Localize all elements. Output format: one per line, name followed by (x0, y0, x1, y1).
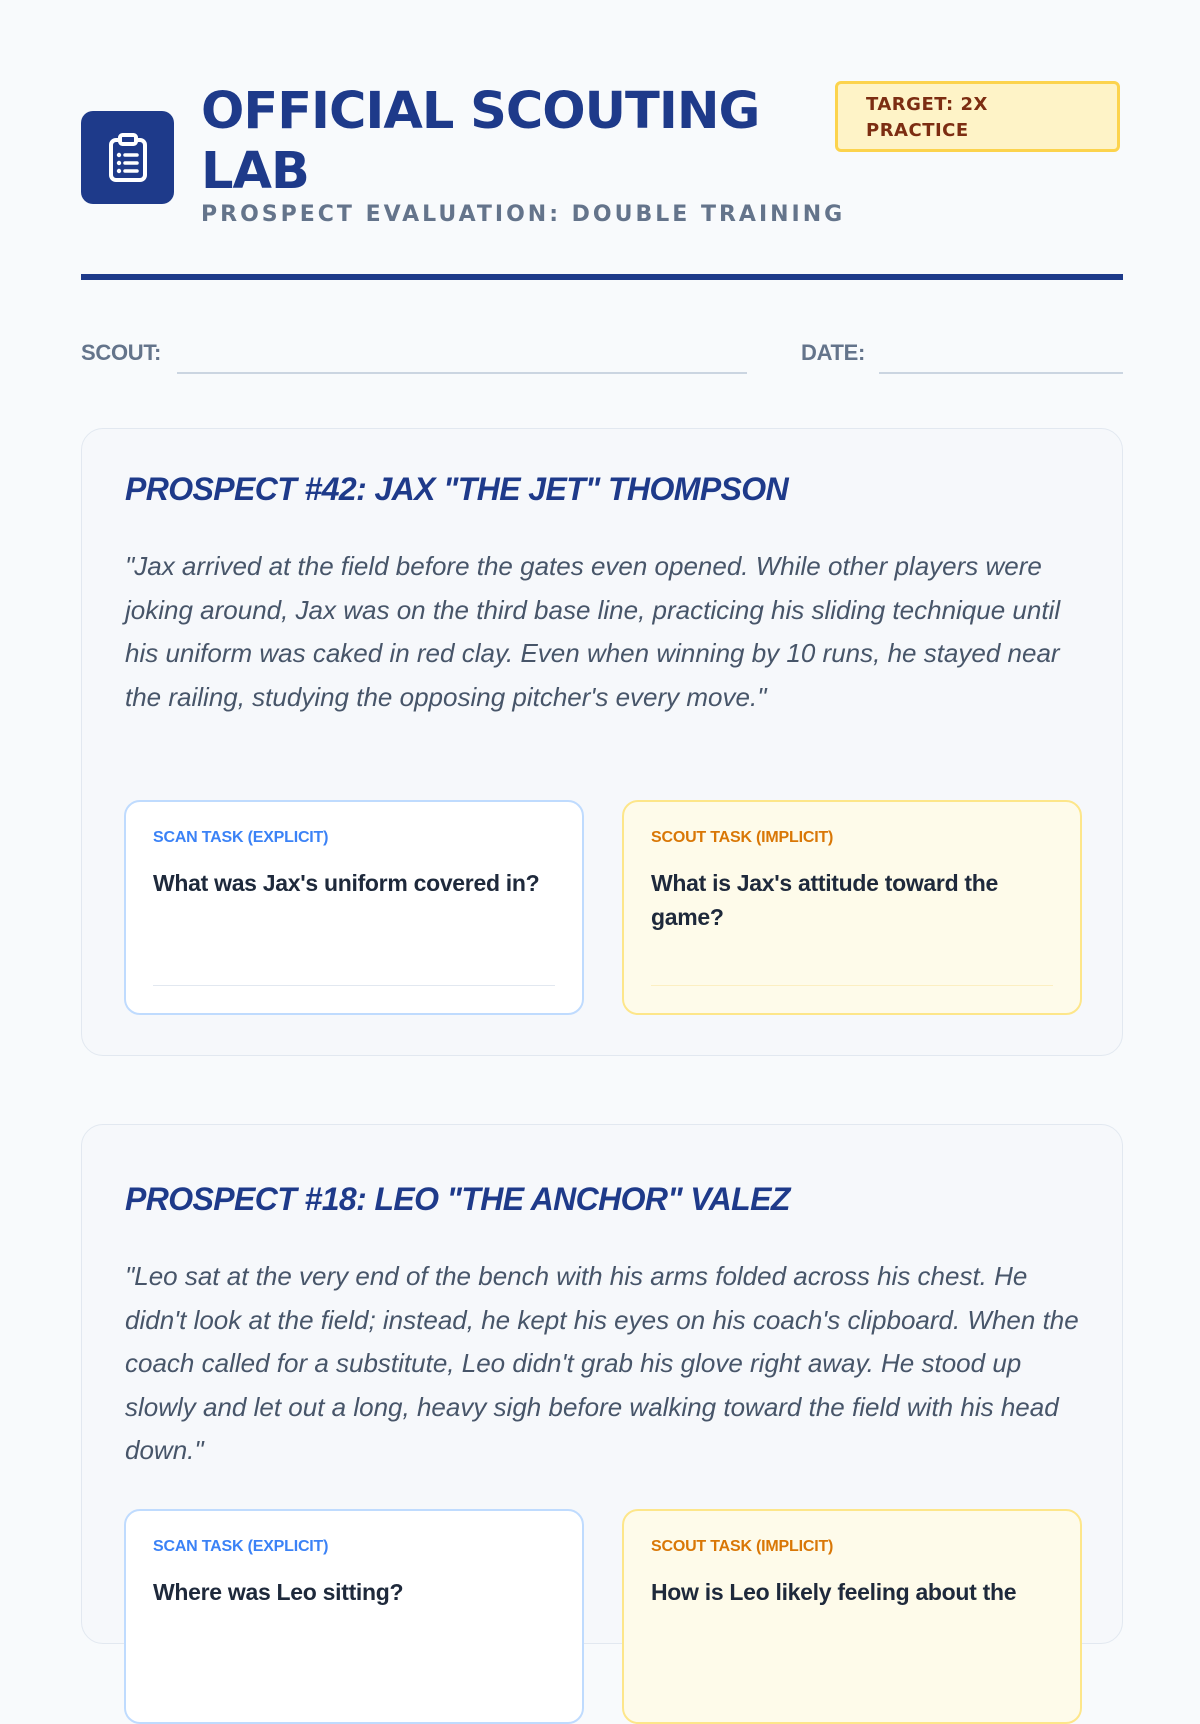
page-subtitle: PROSPECT EVALUATION: DOUBLE TRAINING (201, 202, 846, 227)
scan-task-label: SCAN TASK (EXPLICIT) (153, 1538, 329, 1555)
header-divider (81, 274, 1123, 280)
prospect-card (81, 428, 1123, 1056)
prospect-description: "Leo sat at the very end of the bench with his arms folded across his chest. He didn't look at the field; instead, he kept his eyes on his coach's clipboard. When the coach called for a substitute, Leo didn't grab his glove right away. He stood up slowly and let out a long, heavy sigh before walking toward the field with his head down." (125, 1261, 1079, 1465)
scan-task-question: Where was Leo sitting? (153, 1579, 404, 1605)
scan-task-label: SCAN TASK (EXPLICIT) (153, 829, 329, 846)
scout-task-box (622, 1509, 1082, 1724)
scan-answer-line[interactable] (153, 985, 555, 986)
date-field[interactable] (879, 372, 1123, 374)
scout-task-box (622, 800, 1082, 1015)
scout-task-question: What is Jax's attitude toward the game? (651, 870, 999, 930)
scout-task-label: SCOUT TASK (IMPLICIT) (651, 1538, 834, 1555)
scout-field[interactable] (177, 372, 747, 374)
scout-task-question: How is Leo likely feeling about the (651, 1579, 1017, 1605)
clipboard-icon (106, 133, 150, 183)
scan-task-question: What was Jax's uniform covered in? (153, 870, 540, 896)
prospect-description: "Jax arrived at the field before the gates even opened. While other players were joking around, Jax was on the third base line, practicing his sliding technique until his uniform was caked in red clay. Even when winning by 10 runs, he stayed near the railing, studying the opposing pitcher's every move." (125, 551, 1061, 712)
page-title: OFFICIAL SCOUTING LAB (201, 82, 760, 201)
date-label: DATE: (801, 340, 866, 365)
prospect-title: PROSPECT #42: JAX "THE JET" THOMPSON (125, 471, 789, 507)
prospect-title: PROSPECT #18: LEO "THE ANCHOR" VALEZ (125, 1181, 790, 1217)
scan-task-box (124, 1509, 584, 1724)
target-badge: TARGET: 2X PRACTICE (835, 81, 1120, 152)
scout-label: SCOUT: (81, 340, 162, 365)
scout-answer-line[interactable] (651, 985, 1053, 986)
logo-badge (81, 111, 174, 204)
scan-task-box (124, 800, 584, 1015)
scout-task-label: SCOUT TASK (IMPLICIT) (651, 829, 834, 846)
prospect-card (81, 1124, 1123, 1644)
